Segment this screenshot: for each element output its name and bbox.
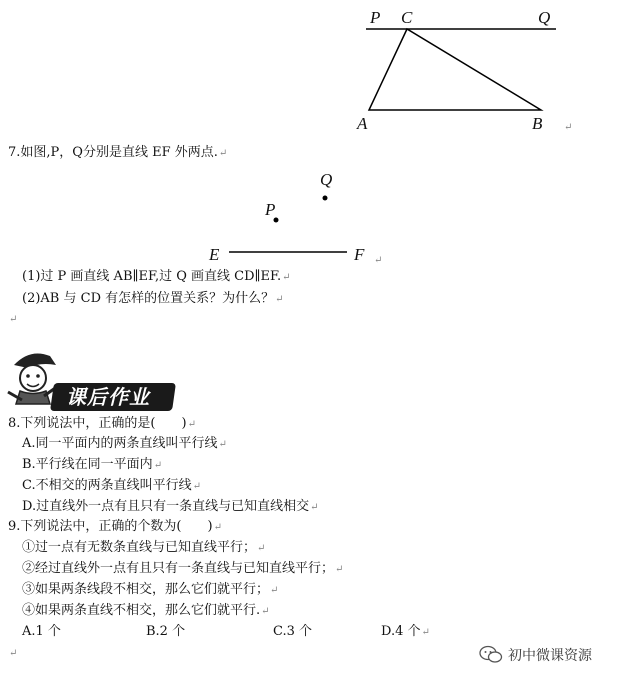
- statement-text: ①过一点有无数条直线与已知直线平行；: [22, 540, 257, 555]
- q7-part1-text: (1)过 P 画直线 AB∥EF,过 Q 画直线 CD∥EF.: [22, 269, 282, 284]
- label-b: B: [532, 114, 543, 133]
- return-mark: ↵: [153, 460, 163, 471]
- return-mark: ↵: [187, 419, 196, 430]
- q9-statement-1: [22, 540, 265, 557]
- q9-choice-b: B.2 个: [146, 624, 186, 639]
- return-mark: ↵: [421, 627, 430, 638]
- option-text: A.同一平面内的两条直线叫平行线: [22, 436, 218, 451]
- label-p: P: [370, 8, 381, 27]
- return-mark: ↵: [261, 606, 270, 617]
- return-mark: ↵: [310, 502, 319, 513]
- return-mark: ↵: [218, 148, 228, 159]
- label-p: P: [265, 200, 276, 219]
- choice-text: D.4 个: [381, 624, 421, 639]
- q8-option-d: [22, 499, 318, 516]
- return-mark: ↵: [9, 314, 18, 325]
- label-c: C: [401, 8, 413, 27]
- q8-option-c: [22, 478, 201, 495]
- statement-text: ②经过直线外一点有且只有一条直线与已知直线平行；: [22, 561, 335, 576]
- point-q: [323, 196, 328, 201]
- label-e: E: [209, 245, 220, 264]
- label-f: F: [354, 245, 365, 264]
- return-mark: ↵: [275, 294, 284, 305]
- q8-option-a: [22, 436, 227, 453]
- return-mark: ↵: [335, 564, 344, 575]
- section-badge-text: 课后作业: [66, 385, 150, 409]
- q8-title-text: 8.下列说法中，正确的是( ): [8, 416, 187, 431]
- q9-statement-2: [22, 561, 343, 578]
- statement-text: ④如果两条直线不相交，那么它们就平行.: [22, 603, 261, 618]
- q7-title-text: 7.如图,P，Q分别是直线 EF 外两点.: [8, 145, 218, 160]
- return-mark: ↵: [374, 255, 383, 266]
- q9-title: [8, 519, 222, 536]
- q9-statement-3: [22, 582, 278, 599]
- return-mark: ↵: [270, 585, 279, 596]
- statement-text: ③如果两条线段不相交，那么它们就平行；: [22, 582, 270, 597]
- q8-title: [8, 416, 196, 433]
- q9-choice-d: [381, 624, 430, 641]
- option-text: D.过直线外一点有且只有一条直线与已知直线相交: [22, 499, 310, 514]
- return-mark: ↵: [213, 522, 222, 533]
- return-mark: ↵: [564, 122, 573, 133]
- return-mark: ↵: [257, 543, 266, 554]
- q8-option-b: [22, 457, 162, 474]
- return-mark: ↵: [282, 272, 291, 283]
- footer-text: 初中微课资源: [508, 648, 592, 664]
- wechat-icon: [478, 644, 504, 664]
- q7-part2-text: (2)AB 与 CD 有怎样的位置关系？为什么？: [22, 291, 275, 306]
- option-text: B.平行线在同一平面内: [22, 457, 153, 472]
- return-mark: ↵: [192, 481, 202, 492]
- q9-choice-c: C.3 个: [273, 624, 313, 639]
- q7-part1: [22, 269, 291, 286]
- q9-title-text: 9.下列说法中，正确的个数为( ): [8, 519, 213, 534]
- return-mark: ↵: [9, 648, 18, 659]
- label-q: Q: [538, 8, 551, 27]
- q9-statement-4: [22, 603, 270, 620]
- return-mark: ↵: [218, 439, 227, 450]
- q7-title: [8, 145, 227, 162]
- q9-choice-a: A.1 个: [22, 624, 61, 639]
- label-q: Q: [320, 170, 333, 189]
- option-text: C.不相交的两条直线叫平行线: [22, 478, 192, 493]
- label-a: A: [357, 114, 368, 133]
- q7-part2: [22, 291, 284, 308]
